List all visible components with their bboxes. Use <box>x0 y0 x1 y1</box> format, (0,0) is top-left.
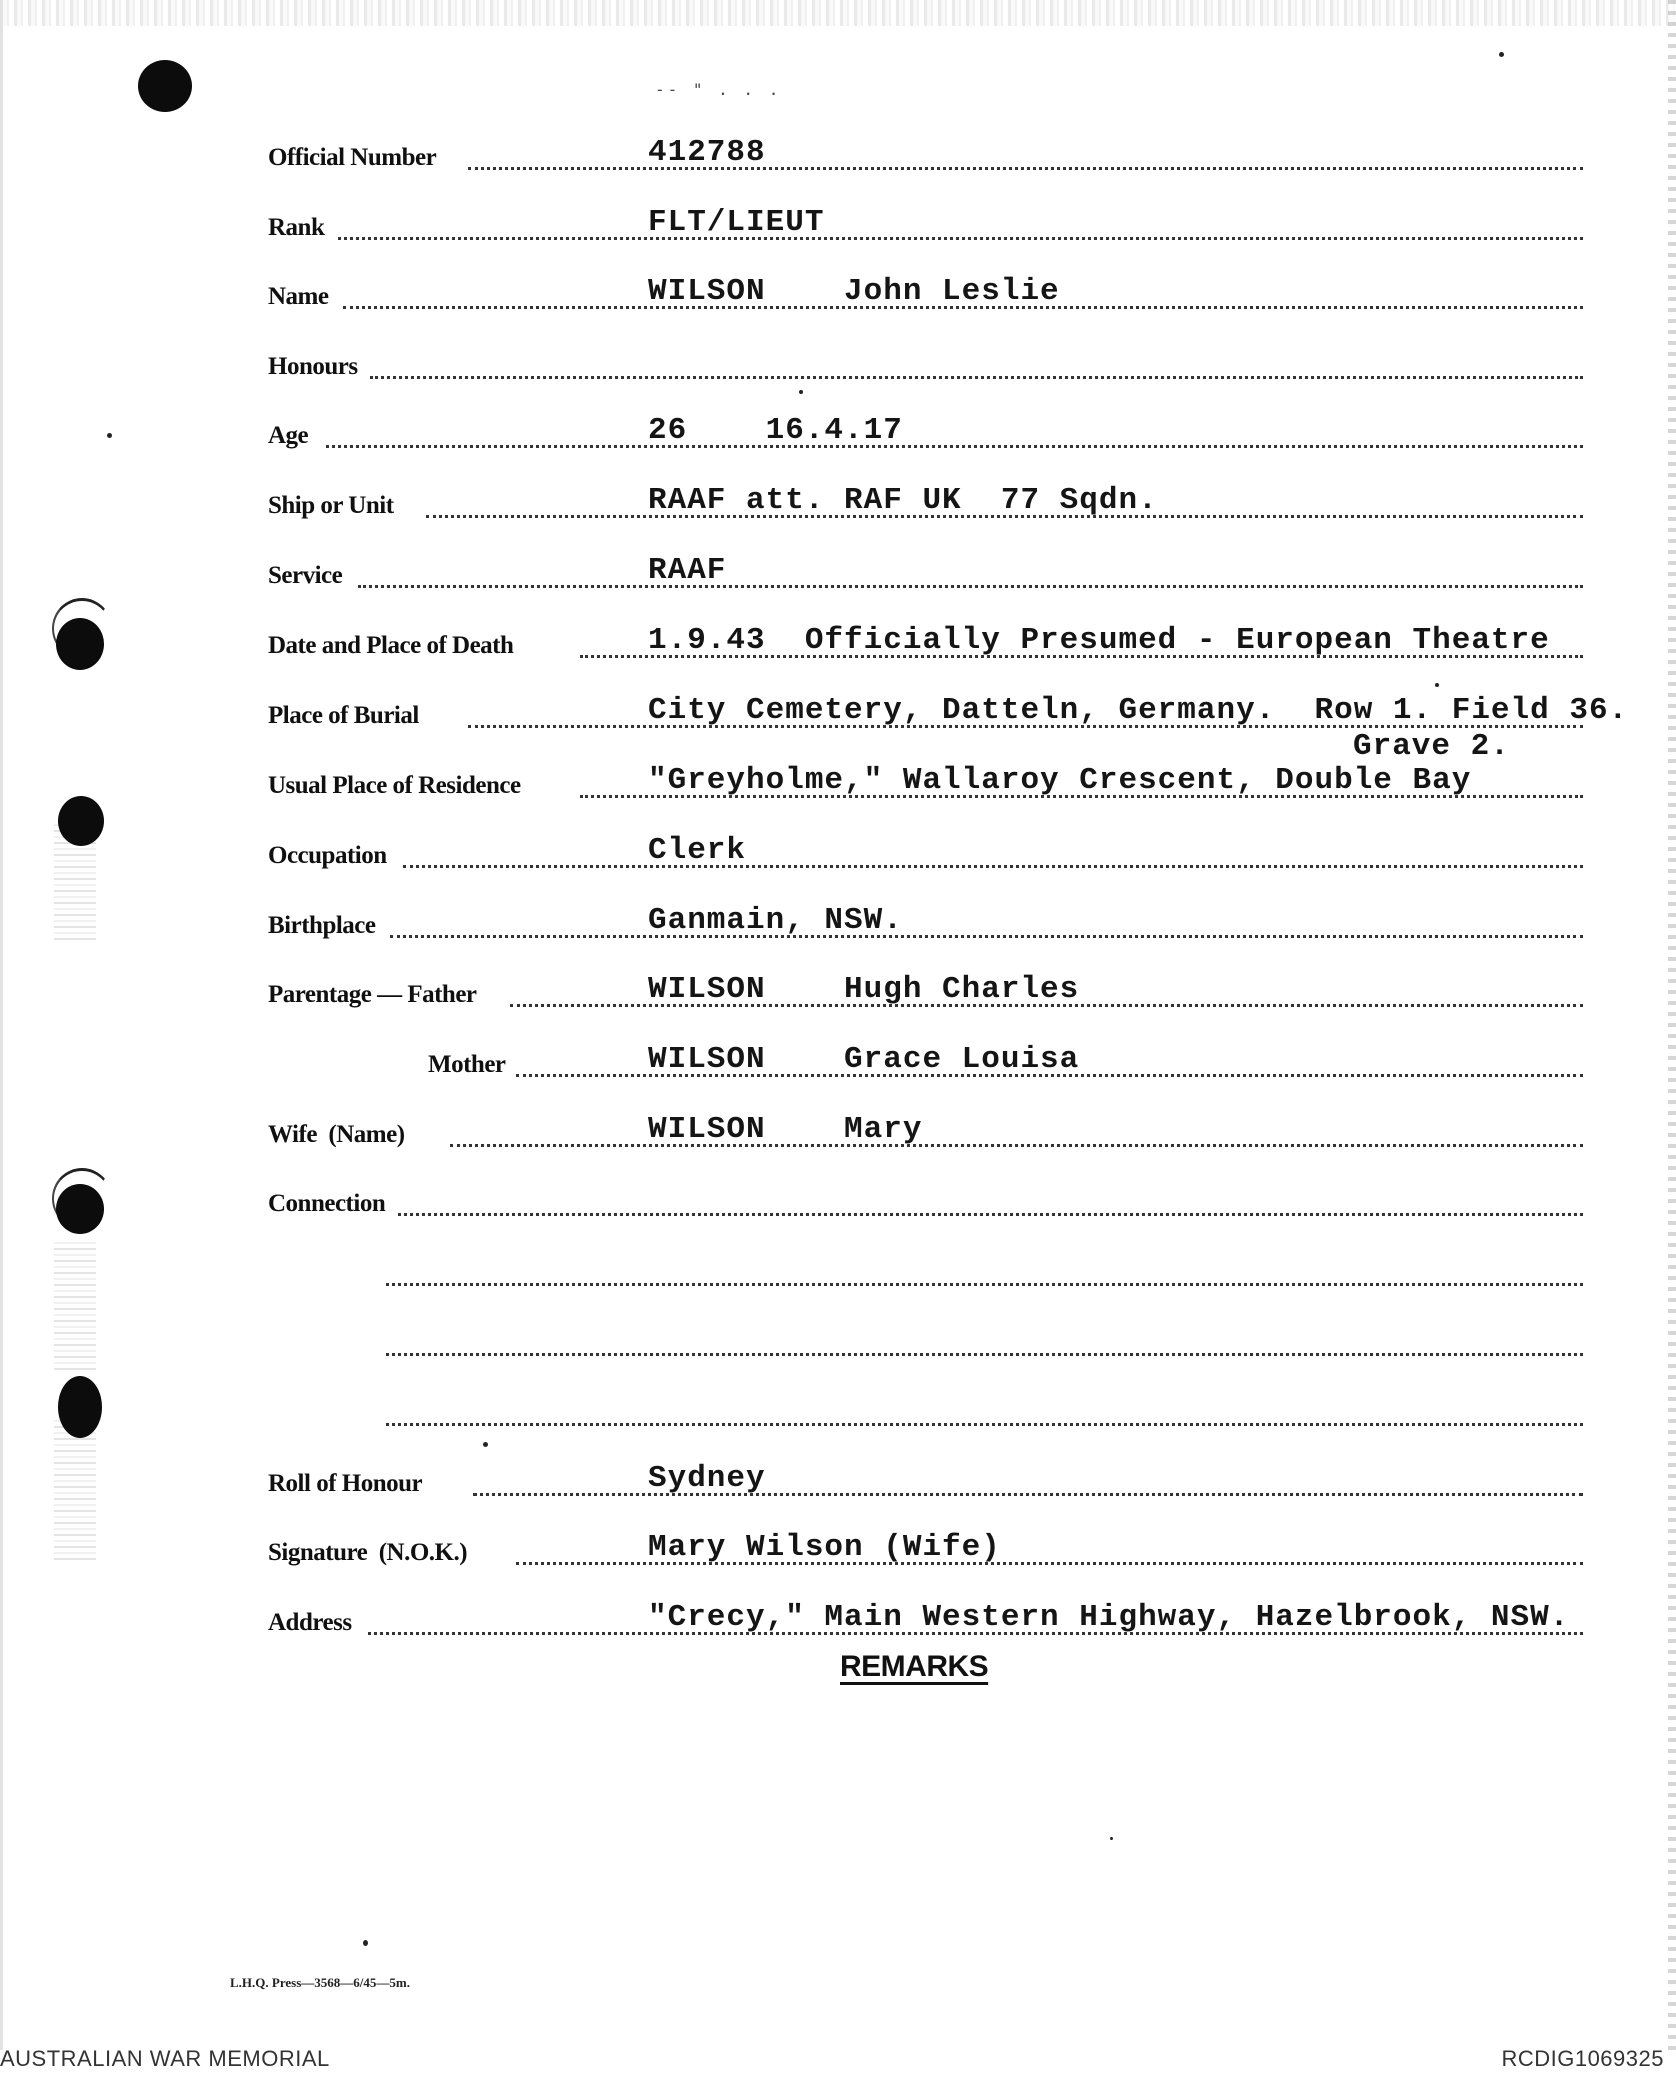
ink-speck <box>1435 683 1439 687</box>
punch-hole <box>138 60 192 112</box>
field-label: Name <box>268 283 329 310</box>
field-value: WILSON Hugh Charles <box>648 972 1080 1007</box>
field-signature-nok <box>268 1529 1583 1577</box>
dotted-leader <box>358 585 1583 588</box>
field-name <box>268 273 1583 321</box>
punch-hole <box>58 796 104 846</box>
field-honours <box>268 343 1583 391</box>
field-value: WILSON Grace Louisa <box>648 1042 1080 1077</box>
ink-speck <box>363 1940 368 1946</box>
field-label: Address <box>268 1609 352 1636</box>
field-label: Birthplace <box>268 912 376 939</box>
field-value: Ganmain, NSW. <box>648 903 903 938</box>
field-label: Parentage — Father <box>268 981 477 1008</box>
field-label: Occupation <box>268 842 387 869</box>
ink-speck <box>1110 1837 1113 1840</box>
field-label: Mother <box>428 1051 506 1078</box>
field-connection <box>268 1180 1583 1228</box>
field-label: Rank <box>268 214 325 241</box>
field-address <box>268 1599 1583 1647</box>
field-label: Signature (N.O.K.) <box>268 1539 468 1566</box>
field-parentage-mother <box>268 1041 1583 1089</box>
scan-noise-margin <box>54 1240 96 1370</box>
field-label: Connection <box>268 1190 386 1217</box>
dotted-leader <box>468 167 1583 170</box>
field-label: Place of Burial <box>268 702 419 729</box>
field-place-of-burial <box>268 692 1629 764</box>
dotted-leader <box>450 1144 1583 1147</box>
scan-edge-left <box>0 0 3 2050</box>
punch-hole <box>56 618 104 670</box>
field-ship-or-unit <box>268 482 1583 530</box>
field-value: RAAF att. RAF UK 77 Sqdn. <box>648 483 1158 518</box>
dotted-leader <box>370 376 1583 379</box>
field-value: WILSON Mary <box>648 1112 923 1147</box>
scan-noise-margin <box>54 1420 96 1560</box>
field-usual-residence <box>268 762 1583 810</box>
ink-speck <box>1499 52 1504 57</box>
field-birthplace <box>268 902 1583 950</box>
ink-speck <box>483 1442 488 1447</box>
field-value: 412788 <box>648 135 766 170</box>
field-value: 1.9.43 Officially Presumed - European Theatre <box>648 623 1550 658</box>
field-value: Clerk <box>648 833 747 868</box>
field-parentage-father <box>268 971 1583 1019</box>
punch-hole <box>56 1184 104 1234</box>
blank-line <box>268 1320 1583 1368</box>
field-wife <box>268 1111 1583 1159</box>
field-value: Sydney <box>648 1461 766 1496</box>
field-roll-of-honour <box>268 1460 1583 1508</box>
dotted-leader <box>473 1493 1583 1496</box>
header-mark: -- " . . . <box>655 80 782 99</box>
field-value: "Crecy," Main Western Highway, Hazelbrook, NSW. <box>648 1600 1570 1635</box>
field-label: Wife (Name) <box>268 1121 405 1148</box>
field-label: Roll of Honour <box>268 1470 423 1497</box>
dotted-leader <box>403 865 1583 868</box>
field-value: RAAF <box>648 553 727 588</box>
field-date-place-death <box>268 622 1583 670</box>
dotted-leader <box>386 1283 1583 1286</box>
punch-hole <box>58 1376 102 1438</box>
field-label: Service <box>268 562 343 589</box>
field-value-continuation: Grave 2. <box>1353 729 1510 764</box>
scan-noise-right <box>1668 0 1676 2050</box>
blank-line <box>268 1390 1583 1438</box>
field-label: Honours <box>268 353 358 380</box>
remarks-heading: REMARKS <box>840 1650 989 1683</box>
field-label: Official Number <box>268 144 437 171</box>
print-code: L.H.Q. Press—3568—6/45—5m. <box>230 1975 410 1990</box>
field-occupation <box>268 832 1583 880</box>
blank-line <box>268 1250 1583 1298</box>
scan-noise-top <box>0 0 1676 26</box>
footer-record-id: RCDIG1069325 <box>1501 2046 1664 2071</box>
field-service <box>268 552 1583 600</box>
dotted-leader <box>390 935 1583 938</box>
field-age <box>268 412 1583 460</box>
footer-institution: AUSTRALIAN WAR MEMORIAL <box>0 2046 330 2071</box>
field-official-number <box>268 134 1583 182</box>
ink-speck <box>107 433 112 438</box>
field-rank <box>268 204 1583 252</box>
field-label: Ship or Unit <box>268 492 394 519</box>
field-value: FLT/LIEUT <box>648 205 825 240</box>
dotted-leader <box>398 1213 1583 1216</box>
dotted-leader <box>326 445 1583 448</box>
field-label: Age <box>268 422 309 449</box>
dotted-leader <box>386 1423 1583 1426</box>
field-value: "Greyholme," Wallaroy Crescent, Double Bay <box>648 763 1472 798</box>
field-value: WILSON John Leslie <box>648 274 1060 309</box>
dotted-leader <box>338 237 1583 240</box>
field-label: Usual Place of Residence <box>268 772 521 799</box>
field-value: City Cemetery, Datteln, Germany. Row 1. Field 36. <box>648 693 1629 728</box>
dotted-leader <box>386 1353 1583 1356</box>
field-value: Mary Wilson (Wife) <box>648 1530 1001 1565</box>
field-value: 26 16.4.17 <box>648 413 903 448</box>
field-label: Date and Place of Death <box>268 632 514 659</box>
